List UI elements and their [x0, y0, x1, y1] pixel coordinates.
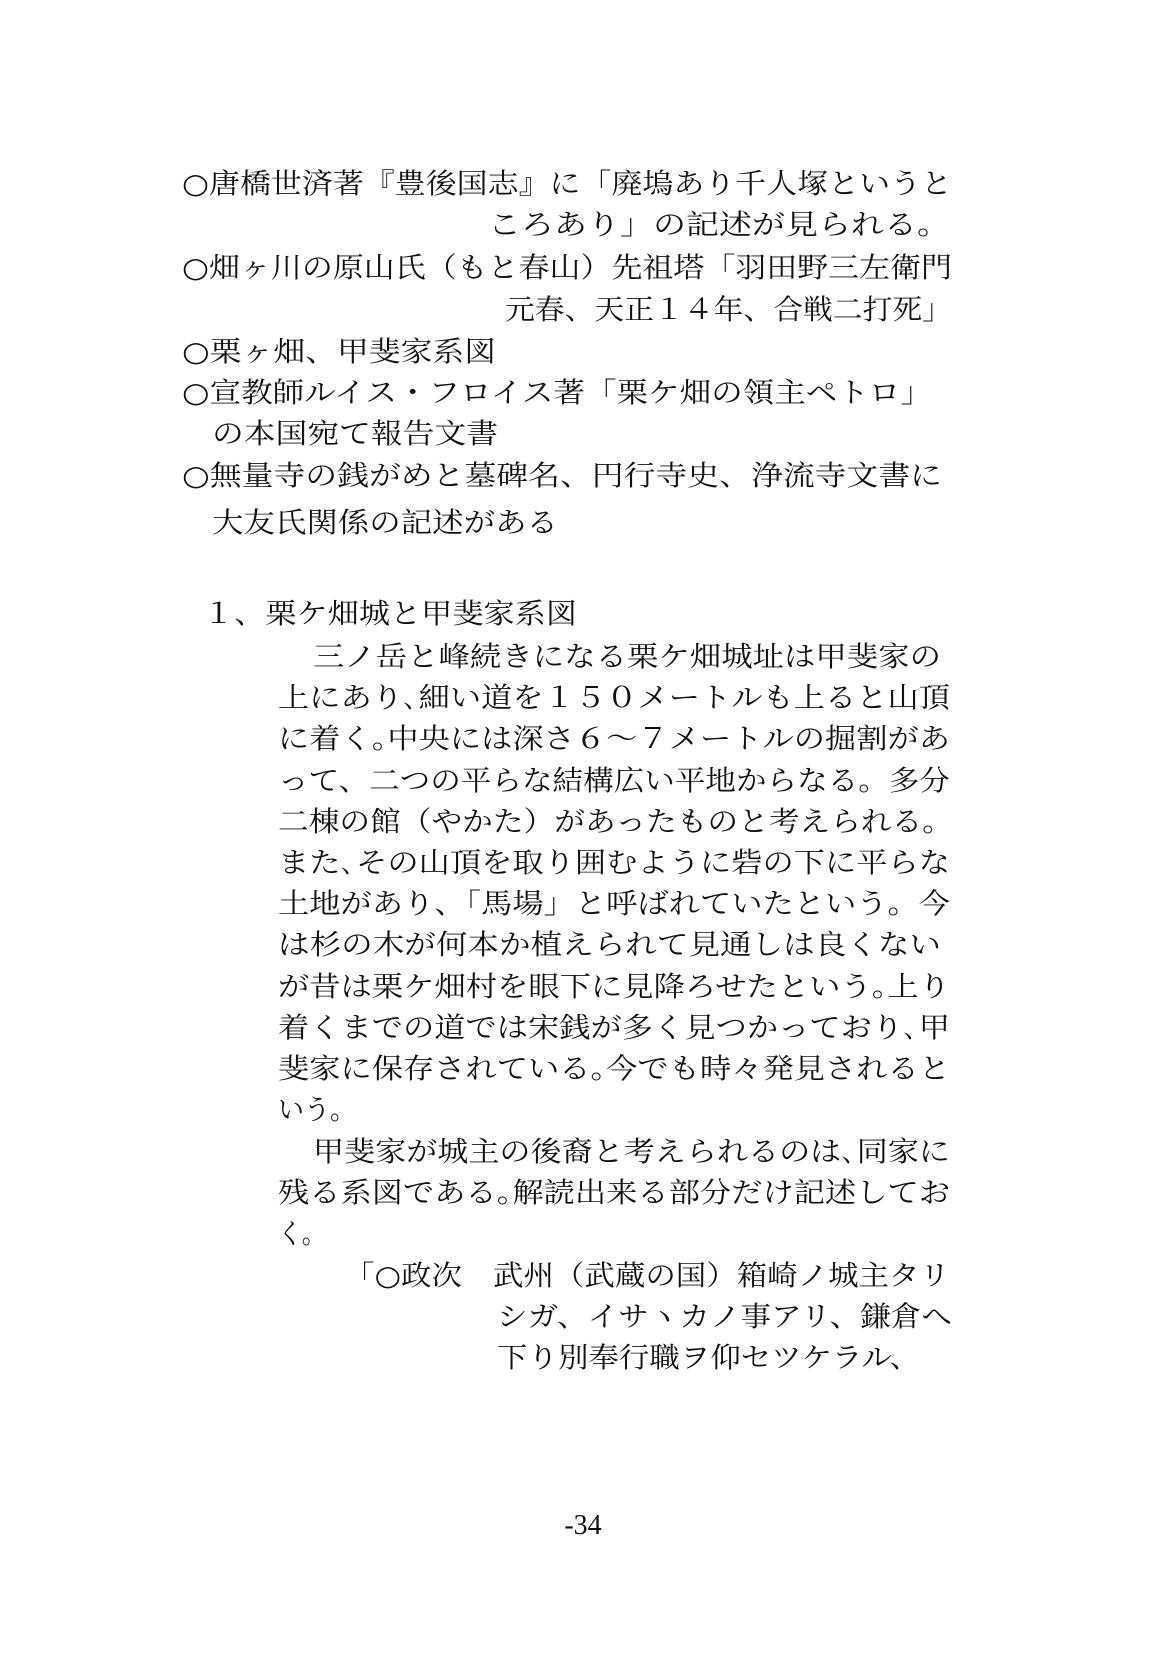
- paragraph-1-line-9: [278, 967, 950, 1007]
- intro-line-7: [212, 414, 498, 454]
- quote-name-text: 「○政次: [344, 1259, 462, 1292]
- intro-line-4: [505, 290, 952, 330]
- intro-line-6: [182, 373, 932, 413]
- paragraph-1-line-8: [278, 925, 941, 965]
- paragraph-1-line-3-text: に着く｡中央には深さ６～７メートルの掘割があ: [278, 722, 950, 755]
- paragraph-2-line-3: [278, 1214, 333, 1254]
- paragraph-1-line-11-text: 斐家に保存されている｡今でも時々発見されると: [278, 1052, 950, 1085]
- paragraph-2-line-1: [313, 1132, 950, 1172]
- intro-line-9: [212, 503, 558, 543]
- paragraph-1-line-3: [278, 719, 950, 759]
- intro-line-1: [182, 164, 952, 204]
- paragraph-1-line-12-text: いう。: [278, 1093, 356, 1126]
- paragraph-2-line-3-text: く。: [278, 1217, 326, 1250]
- quote-line-2-text: シガ、イサヽカノ事アリ、鎌倉へ: [497, 1300, 952, 1333]
- paragraph-1-line-5: [278, 802, 953, 842]
- paragraph-1-line-10: [278, 1008, 950, 1048]
- section-heading: [203, 594, 577, 634]
- paragraph-1-line-4: [278, 761, 950, 801]
- quote-line-1-text: 武州（武蔵の国）箱崎ノ城主タリ: [493, 1259, 950, 1292]
- intro-line-3: [182, 248, 952, 288]
- intro-line-4-text: 元春、天正１４年、合戦二打死」: [505, 293, 952, 326]
- quote-line-3: [497, 1338, 920, 1378]
- paragraph-1-line-6: [278, 843, 950, 883]
- intro-line-2-text: ころあり」の記述が見られる。: [488, 208, 950, 241]
- intro-line-5: [182, 332, 496, 372]
- intro-line-8-text: ○無量寺の銭がめと墓碑名、円行寺史、浄流寺文書に: [182, 459, 942, 492]
- section-heading-text: １、栗ケ畑城と甲斐家系図: [203, 597, 577, 630]
- paragraph-2-line-1-text: 甲斐家が城主の後裔と考えられるのは､同家に: [313, 1135, 950, 1168]
- paragraph-1-line-2-text: 上にあり､細い道を１５０メートルも上ると山頂: [278, 681, 950, 714]
- paragraph-1-line-9-text: が昔は栗ケ畑村を眼下に見降ろせたという｡上り: [278, 970, 950, 1003]
- paragraph-1-line-5-text: 二棟の館（やかた）があったものと考えられる。: [278, 805, 953, 838]
- paragraph-1-line-11: [278, 1049, 950, 1089]
- intro-line-6-text: ○宣教師ルイス・フロイス著「栗ケ畑の領主ペトロ」: [182, 376, 932, 409]
- quote-line-2: [497, 1297, 952, 1337]
- paragraph-2-line-2: [278, 1173, 950, 1213]
- intro-line-3-text: ○畑ヶ川の原山氏（もと春山）先祖塔「羽田野三左衛門: [182, 251, 952, 284]
- intro-line-7-text: の本国宛て報告文書: [212, 417, 498, 450]
- quote-line-1: [493, 1256, 950, 1296]
- paragraph-2-line-2-text: 残る系図である｡解読出来る部分だけ記述してお: [278, 1176, 950, 1209]
- paragraph-1-line-2: [278, 678, 950, 718]
- intro-line-5-text: ○栗ヶ畑、甲斐家系図: [182, 335, 496, 368]
- paragraph-1-line-12: [278, 1090, 362, 1130]
- paragraph-1-line-4-text: って、二つの平らな結構広い平地からなる。多分: [278, 764, 950, 797]
- paragraph-1-line-6-text: また､その山頂を取り囲むように砦の下に平らな: [278, 846, 950, 879]
- quote-name: [344, 1256, 462, 1296]
- intro-line-1-text: ○唐橋世済著『豊後国志』に「廃塢あり千人塚というと: [182, 167, 952, 200]
- paragraph-1-line-7: [278, 884, 950, 924]
- intro-line-9-text: 大友氏関係の記述がある: [212, 506, 558, 539]
- quote-line-3-text: 下り別奉行職ヲ仰セツケラル、: [497, 1341, 920, 1374]
- intro-line-2: [488, 205, 950, 245]
- page-number: -34: [564, 1510, 602, 1541]
- paragraph-1-line-1-text: 三ノ岳と峰続きになる栗ケ畑城址は甲斐家の: [313, 640, 941, 673]
- paragraph-1-line-7-text: 土地があり、「馬場」と呼ばれていたという。今: [278, 887, 950, 920]
- paragraph-1-line-1: [313, 637, 941, 677]
- paragraph-1-line-10-text: 着くまでの道では宋銭が多く見つかっており､甲: [278, 1011, 950, 1044]
- paragraph-1-line-8-text: は杉の木が何本か植えられて見通しは良くない: [278, 928, 941, 961]
- intro-line-8: [182, 456, 942, 496]
